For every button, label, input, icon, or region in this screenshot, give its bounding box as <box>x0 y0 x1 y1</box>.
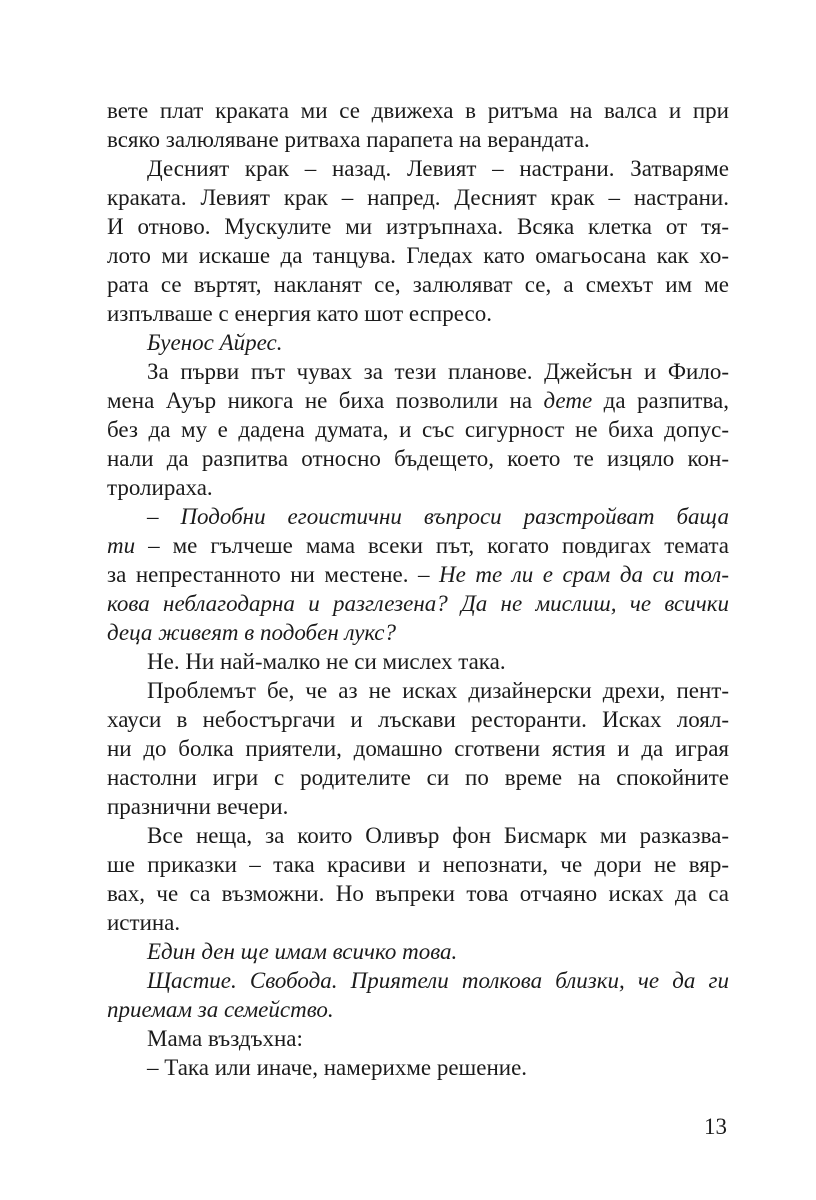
text-line <box>107 792 729 821</box>
text-line <box>107 879 729 908</box>
text-line <box>107 502 729 531</box>
text-line <box>107 183 729 212</box>
text-line <box>107 125 729 154</box>
text-segment: ше приказки – така красиви и непознати, че дори не вяр- <box>107 852 729 877</box>
text-segment: Десният крак – назад. Левият – настрани. Затваряме <box>147 156 729 181</box>
text-line <box>107 937 729 966</box>
text-line <box>107 154 729 183</box>
text-line <box>107 212 729 241</box>
text-segment: – Така или иначе, намерихме решение. <box>147 1055 528 1080</box>
text-line <box>107 386 729 415</box>
text-segment: празнични вечери. <box>107 794 289 819</box>
text-line <box>107 589 729 618</box>
text-line <box>107 531 729 560</box>
text-segment: вах, че са възможни. Но въпреки това отчаяно исках да са <box>107 881 729 906</box>
text-segment: да разпитва, <box>592 388 729 413</box>
text-segment: мена Ауър никога не биха позволили на <box>107 388 544 413</box>
text-segment: Мама въздъхна: <box>147 1026 303 1051</box>
text-line <box>107 473 729 502</box>
text-line <box>107 96 729 125</box>
text-line <box>107 821 729 850</box>
text-line <box>107 734 729 763</box>
text-segment: – ме гълчеше мама всеки път, когато повдигах темата <box>135 533 729 558</box>
text-segment: Не. Ни най-малко не си мислех така. <box>147 649 506 674</box>
text-segment-italic: дете <box>543 388 593 413</box>
text-line <box>107 560 729 589</box>
text-line <box>107 444 729 473</box>
text-line <box>107 618 729 647</box>
text-line <box>107 299 729 328</box>
text-line <box>107 966 729 995</box>
text-segment: ни до болка приятели, домашно сготвени ястия и да играя <box>107 736 729 761</box>
text-line <box>107 676 729 705</box>
text-segment: лото ми искаше да танцува. Гледах като омагьосана как хо- <box>107 243 729 268</box>
text-segment-italic: деца живеят в подобен лукс? <box>107 620 397 645</box>
text-segment: краката. Левият крак – напред. Десният крак – настрани. <box>107 185 729 210</box>
text-segment: без да му е дадена думата, и със сигурност не биха допус- <box>107 417 729 442</box>
text-segment: настолни игри с родителите си по време на спокойните <box>107 765 729 790</box>
text-segment-italic: Щастие. Свобода. Приятели толкова близки, че да ги <box>147 968 729 993</box>
text-segment: нали да разпитва относно бъдещето, което те изцяло кон- <box>107 446 729 471</box>
text-segment: вете плат краката ми се движеха в ритъма на валса и при <box>107 98 729 123</box>
text-segment: истина. <box>107 910 181 935</box>
text-line <box>107 908 729 937</box>
text-segment-italic: Буенос Айрес. <box>147 330 283 355</box>
text-line <box>107 1053 729 1082</box>
text-line <box>107 328 729 357</box>
page-text <box>107 96 729 1082</box>
text-segment: Все неща, за които Оливър фон Бисмарк ми разказва- <box>147 823 729 848</box>
text-line <box>107 241 729 270</box>
text-segment: За първи път чувах за тези планове. Джейсън и Фило- <box>147 359 729 384</box>
text-segment: всяко залюляване ритваха парапета на верандата. <box>107 127 590 152</box>
text-segment-italic: Не те ли е срам да си тол- <box>439 562 729 587</box>
text-segment: Проблемът бе, че аз не исках дизайнерски дрехи, пент- <box>147 678 729 703</box>
text-line <box>107 415 729 444</box>
text-segment-italic: – Подобни егоистични въпроси разстройват баща <box>147 504 729 529</box>
text-segment-italic: приемам за семейство. <box>107 997 334 1022</box>
text-line <box>107 763 729 792</box>
text-segment: рата се въртят, накланят се, залюляват се, а смехът им ме <box>107 272 729 297</box>
text-line <box>107 1024 729 1053</box>
text-segment: за непрестанното ни местене. – <box>107 562 440 587</box>
text-segment-italic: кова неблагодарна и разглезена? Да не мислиш, че всички <box>107 591 729 616</box>
text-segment-italic: ти <box>107 533 136 558</box>
text-line <box>107 270 729 299</box>
text-segment: изпълваше с енергия като шот еспресо. <box>107 301 492 326</box>
page-number: 13 <box>704 1114 727 1139</box>
text-segment: И отново. Мускулите ми изтръпнаха. Всяка клетка от тя- <box>107 214 729 239</box>
text-segment-italic: Един ден ще имам всичко това. <box>147 939 458 964</box>
text-line <box>107 850 729 879</box>
text-line <box>107 357 729 386</box>
text-line <box>107 647 729 676</box>
text-line <box>107 705 729 734</box>
text-segment: хауси в небостъргачи и лъскави ресторанти. Исках лоял- <box>107 707 729 732</box>
text-segment: тролираха. <box>107 475 213 500</box>
text-line <box>107 995 729 1024</box>
